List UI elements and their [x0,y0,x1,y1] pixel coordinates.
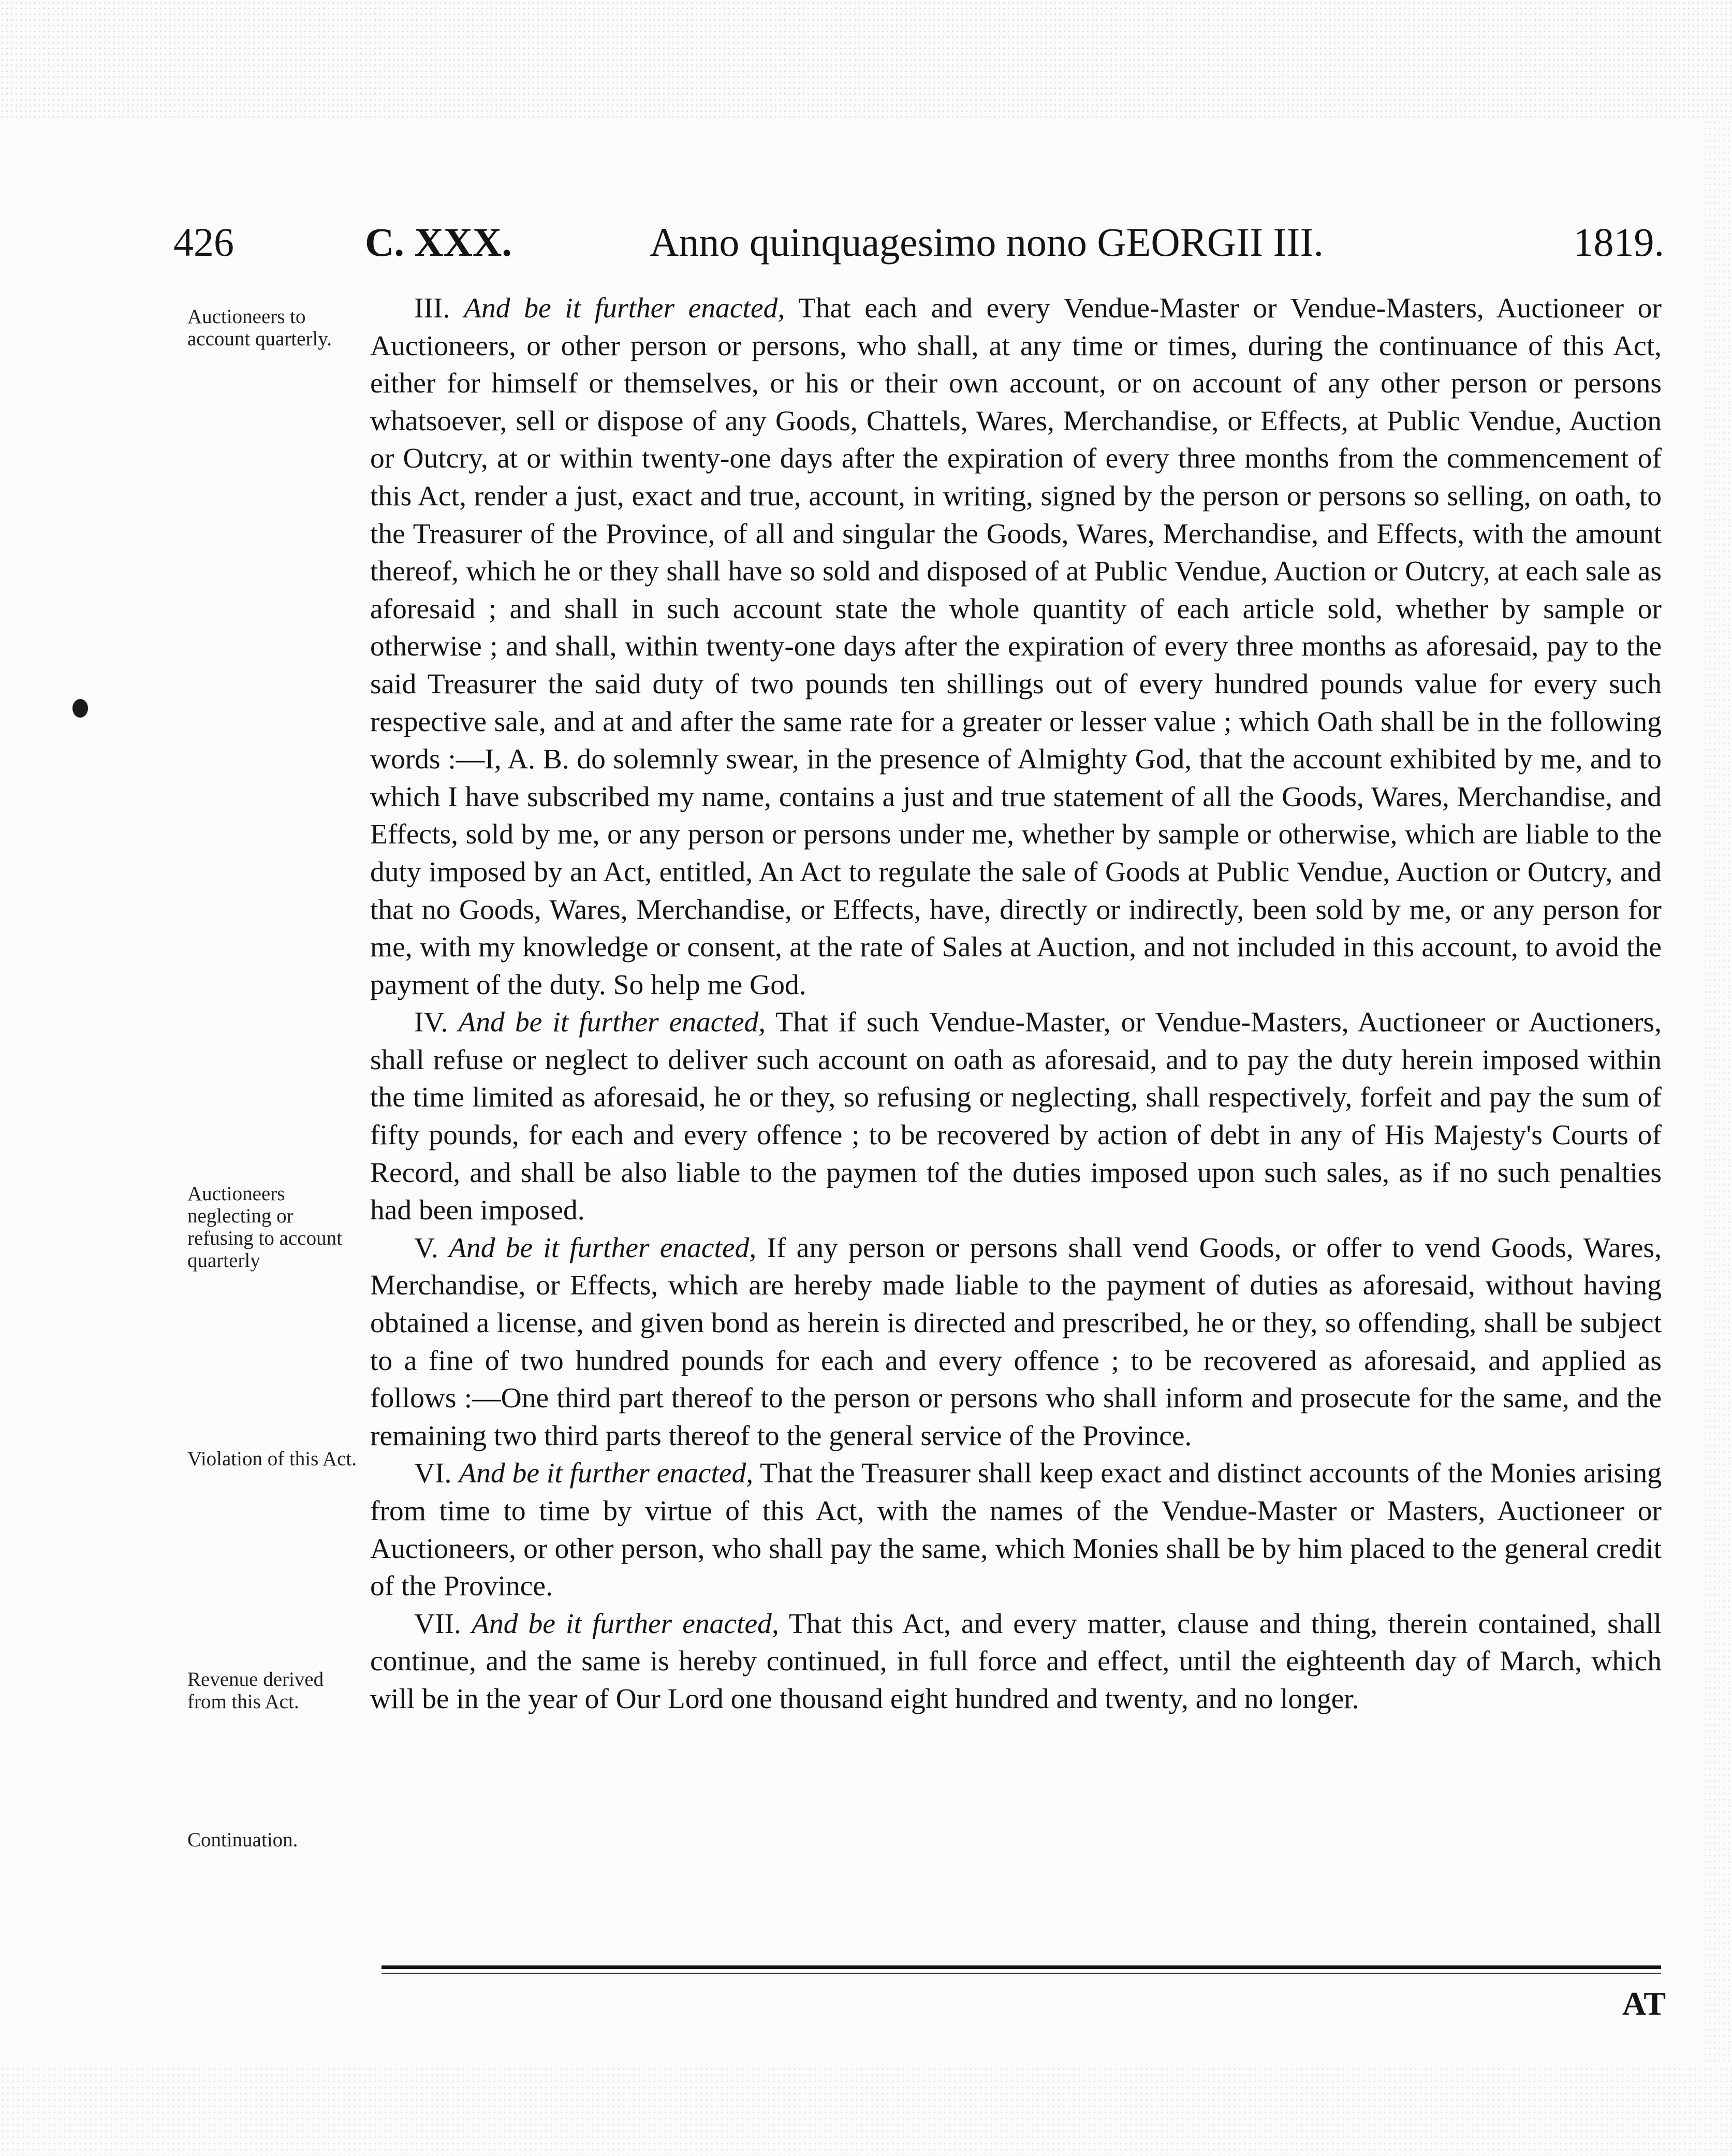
section-iv [370,1004,1662,1230]
section-number: VII. [414,1608,461,1640]
section-text: That this Act, and every matter, clause and thing, therein contained, shall continue, and the same is hereby continued, in full force and effect, until the eighteenth day of March, which will be in the year of Our Lord one thousand eight hundred and twenty, and no longer. [370,1608,1662,1715]
margin-note-violation: Violation of this Act. [187,1448,357,1470]
closing-rule [381,1965,1661,1969]
enacting-clause: And be it further enacted, [458,1007,766,1039]
section-vi [370,1455,1662,1605]
margin-note-auctioneers-account: Auctioneers to account quarterly. [187,305,332,350]
margin-note-auctioneers-neglecting: Auctioneers neglecting or refusing to account quarterly [187,1183,342,1272]
closing-rule-thin [381,1973,1661,1974]
section-v [370,1230,1662,1455]
enacting-clause: And be it further enacted, [449,1232,757,1264]
section-text: That each and every Vendue-Master or Vendue-Masters, Auctioneer or Auctioneers, or other person or persons, who shall, at any time or times, during the continuance of this Act, either for himself or themselves, or his or their own account, or on account of any other person or persons whatsoever, sell or dispose of any Goods, Chattels, Wares, Merchandise, or Effects, at Public Vendue, Auction or Outcry, at or within twenty-one days after the expiration of every three months from the commencement of this Act, render a just, exact and true, account, in writing, signed by the person or persons so selling, on oath, to the Treasurer of the Province, of all and singular the Goods, Wares, Merchandise, and Effects, with the amount thereof, which he or they shall have so sold and disposed of at Public Vendue, Auction or Outcry, at each sale as aforesaid ; and shall in such account state the whole quantity of each article sold, whether by sample or otherwise ; and shall, within twenty-one days after the expiration of every three months as aforesaid, pay to the said Treasurer the said duty of two pounds ten shillings out of every hundred pounds value for every such respective sale, and at and after the same rate for a greater or lesser value ; which Oath shall be in the following words :—I, A. B. do solemnly swear, in the presence of Almighty God, that the account exhibited by me, and to which I have subscribed my name, contains a just and true statement of all the Goods, Wares, Merchandise, and Effects, sold by me, or any person or persons under me, whether by sample or otherwise, which are liable to the duty imposed by an Act, entitled, An Act to regulate the sale of Goods at Public Vendue, Auction or Outcry, and that no Goods, Wares, Merchandise, or Effects, have, directly or indirectly, been sold by me, or any person for me, with my knowledge or consent, at the rate of Sales at Auction, and not included in this account, to avoid the payment of the duty. So help me God. [370,293,1662,1001]
enacting-clause: And be it further enacted, [459,1458,754,1490]
ink-blot [72,699,88,718]
running-header [173,216,1664,268]
section-text: That if such Vendue-Master, or Vendue-Masters, Auctioneer or Auctioners, shall refuse or neglect to deliver such account on oath as aforesaid, and to pay the duty herein imposed within the time limited as aforesaid, he or they, so refusing or neglecting, shall respectively, forfeit and pay the sum of fifty pounds, for each and every offence ; to be recovered by action of debt in any of His Majesty's Courts of Record, and shall be also liable to the paymen tof the duties imposed upon such sales, as if no such penalties had been imposed. [370,1007,1662,1227]
section-iii [370,290,1662,1004]
section-number: III. [414,293,450,324]
section-vii [370,1606,1662,1718]
scan-noise-bottom [0,2066,1732,2156]
catchword: AT [1622,1985,1666,2022]
section-text: That the Treasurer shall keep exact and distinct accounts of the Monies arising from time to time by virtue of this Act, with the names of the Vendue-Master or Masters, Auctioneer or Auctioneers, or other person, who shall pay the same, which Monies shall be by him placed to the general credit of the Province. [370,1458,1662,1603]
page-number: 426 [173,220,234,265]
section-number: IV. [414,1007,448,1039]
scan-noise-right [1703,119,1732,2066]
section-number: V. [414,1232,438,1264]
act-body [370,290,1662,1718]
enacting-clause: And be it further enacted, [464,293,785,324]
section-number: VI. [414,1458,452,1490]
year: 1819. [1573,220,1664,265]
margin-note-revenue: Revenue derived from this Act. [187,1668,324,1713]
chapter-number: C. XXX. [365,220,512,265]
section-text: If any person or persons shall vend Goods, or offer to vend Goods, Wares, Merchandise, or Effects, which are hereby made liable to the payment of duties as aforesaid, without having obtained a license, and given bond as herein is directed and prescribed, he or they, so offending, shall be subject to a fine of two hundred pounds for each and every offence ; to be recovered as aforesaid, and applied as follows :—One third part thereof to the person or persons who shall inform and prosecute for the same, and the remaining two third parts thereof to the general service of the Province. [370,1232,1662,1452]
enacting-clause: And be it further enacted, [472,1608,779,1640]
scan-noise-top [0,0,1732,119]
margin-note-continuation: Continuation. [187,1829,298,1851]
running-title: Anno quinquagesimo nono GEORGII III. [650,220,1324,265]
